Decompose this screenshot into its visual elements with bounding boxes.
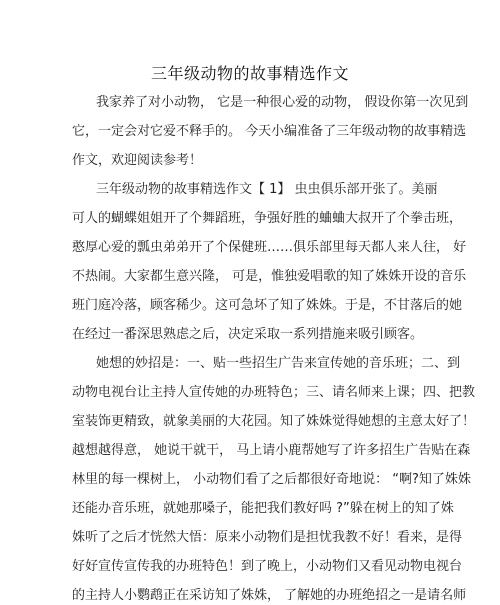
paragraph-line: 在经过一番深思熟虑之后，决定采取一系列措施来吸引顾客。	[72, 327, 424, 342]
paragraph-line: 不热闹。大家都生意兴隆， 可是，惟独爱唱歌的知了姝姝开设的音乐	[72, 269, 467, 284]
paragraph-line: 越想越得意， 她说干就干， 马上请小鹿帮她写了许多招生广告贴在森	[72, 443, 471, 458]
paragraph-line: 动物电视台让主持人宣传她的办班特色；三、请名师来上课；四、把教	[72, 385, 476, 400]
paragraph-line: 憨厚心爱的瓢虫弟弟开了个保健班……俱乐部里每天都人来人往， 好	[72, 240, 467, 255]
paragraph-line: 可人的蝴蝶姐姐开了个舞蹈班，争强好胜的蛐蛐大叔开了个拳击班，	[72, 211, 463, 226]
paragraph-line: 我家养了对小动物， 它是一种很心爱的动物， 假设你第一次见到	[96, 95, 469, 110]
paragraph-line: 室装饰更精致，就象美丽的大花园。知了姝姝觉得她想的主意太好了！	[72, 414, 476, 429]
paragraph-line: 她想的妙招是：一、贴一些招生广告来宣传她的音乐班；二、到	[96, 356, 461, 371]
paragraph-line: 作文，欢迎阅读参考！	[72, 153, 203, 168]
paragraph-line: 的主持人小鹦鹉正在采访知了姝姝， 了解她的办班绝招之一是请名师	[72, 588, 467, 603]
paragraph-line: 好好宣传宣传我的办班特色！到了晚上，小动物们又看见动物电视台	[72, 559, 463, 574]
paragraph-line: 班门庭冷落，顾客稀少。这可急坏了知了姝姝。于是，不甘落后的她	[72, 298, 463, 313]
paragraph-line: 姝听了之后才恍然大悟：原来小动物们是担忧我教不好！看来，是得	[72, 530, 463, 545]
document-title: 三年级动物的故事精选作文	[150, 64, 349, 83]
paragraph-line: 它，一定会对它爱不释手的。 今天小编准备了三年级动物的故事精选	[72, 124, 467, 139]
paragraph-line: 还能办音乐班，就她那嗓子，能把我们教好吗 ?”躲在树上的知了姝	[72, 501, 454, 516]
paragraph-line: 林里的每一棵树上， 小动物们看了之后都很好奇地说： “啊?知了姝姝	[72, 472, 471, 487]
paragraph-line: 三年级动物的故事精选作文【 1】 虫虫俱乐部开张了。美丽	[96, 182, 438, 197]
